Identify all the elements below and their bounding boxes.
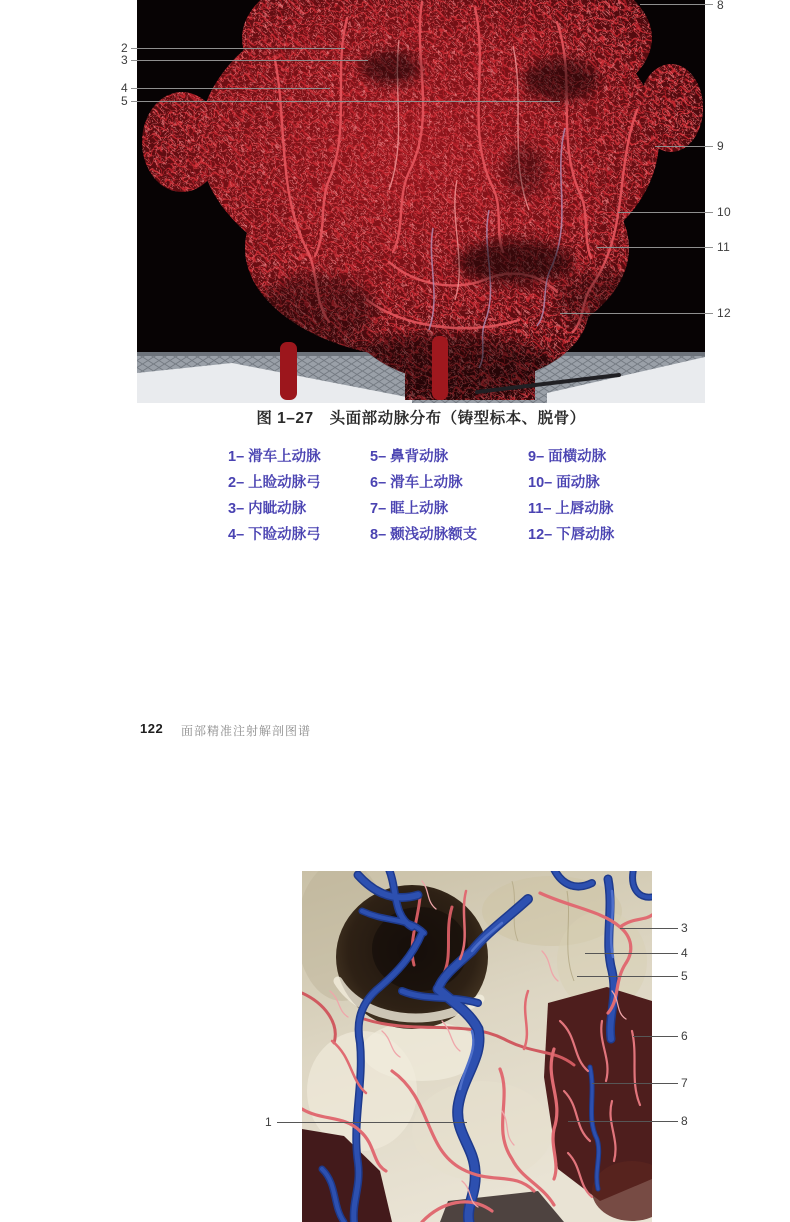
figure1-legend-column-2 [370,444,477,548]
figure2-label-6: 6 [681,1029,688,1043]
leader-line [131,48,345,49]
legend-item: 6– 滑车上动脉 [370,475,463,491]
leader-line [131,60,368,61]
leader-line [633,1036,678,1037]
legend-item: 4– 下睑动脉弓 [228,527,321,543]
figure2-label-1: 1 [265,1115,272,1129]
figure1-legend-column-1 [228,444,321,548]
figure2-label-3: 3 [681,921,688,935]
leader-line [560,313,713,314]
skull-vessels-art [302,871,652,1222]
legend-item: 11– 上唇动脉 [528,501,614,517]
figure1-caption: 图 1–27 头面部动脉分布（铸型标本、脱骨） [256,410,586,427]
figure1-label-9: 9 [717,139,724,153]
leader-line [620,928,678,929]
legend-item: 1– 滑车上动脉 [228,449,321,465]
leader-line [568,1121,678,1122]
legend-item: 9– 面横动脉 [528,449,607,465]
leader-line [131,101,560,102]
figure1-label-3: 3 [121,53,128,67]
leader-line [277,1122,467,1123]
leader-line [618,212,713,213]
figure1-label-4: 4 [121,81,128,95]
leader-line [597,247,713,248]
figure1-label-2: 2 [121,41,128,55]
page-number: 122 [140,721,164,736]
figure2-label-4: 4 [681,946,688,960]
figure2-label-8: 8 [681,1114,688,1128]
legend-item: 3– 内眦动脉 [228,501,307,517]
figure-skull-vessels-photo [302,871,652,1222]
figure1-label-8: 8 [717,0,724,12]
legend-item: 7– 眶上动脉 [370,501,449,517]
leader-line [577,976,678,977]
figure1-label-11: 11 [717,240,731,254]
figure1-label-10: 10 [717,205,731,219]
figure1-legend-column-3 [528,444,614,548]
legend-item: 2– 上睑动脉弓 [228,475,321,491]
figure2-label-5: 5 [681,969,688,983]
leader-line [131,88,330,89]
book-title: 面部精准注射解剖图谱 [181,724,312,738]
leader-line [655,146,713,147]
leader-line [640,4,713,5]
legend-item: 10– 面动脉 [528,475,600,491]
legend-item: 12– 下唇动脉 [528,527,615,543]
figure1-label-5: 5 [121,94,128,108]
figure2-label-7: 7 [681,1076,688,1090]
legend-item: 8– 颞浅动脉额支 [370,527,478,543]
leader-line [592,1083,678,1084]
figure1-label-12: 12 [717,306,731,320]
leader-line [585,953,678,954]
legend-item: 5– 鼻背动脉 [370,449,449,465]
